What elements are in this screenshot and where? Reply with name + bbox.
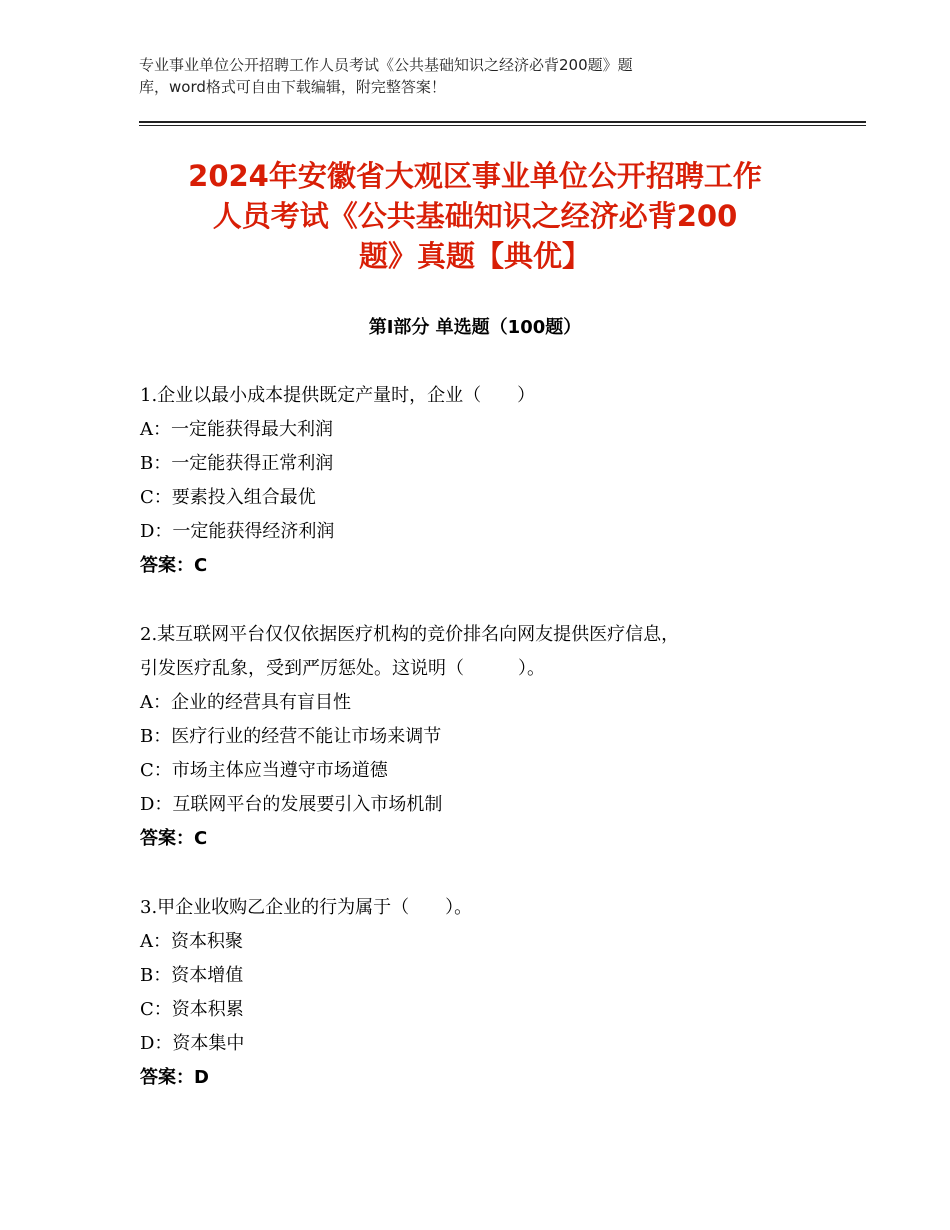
option-a: A：一定能获得最大利润	[140, 419, 333, 440]
header-line-1: 专业事业单位公开招聘工作人员考试《公共基础知识之经济必背200题》题	[139, 56, 633, 74]
question-3	[140, 891, 820, 1095]
document-title	[130, 156, 820, 276]
header-line-2: 库，word格式可自由下载编辑，附完整答案！	[139, 78, 446, 96]
question-stem: 1.企业以最小成本提供既定产量时，企业（ ）	[140, 385, 536, 406]
option-b: B：资本增值	[140, 965, 244, 986]
answer: 答案：C	[140, 828, 208, 849]
title-line-2: 人员考试《公共基础知识之经济必背200	[212, 199, 738, 233]
option-d: D：互联网平台的发展要引入市场机制	[140, 794, 443, 815]
title-line-3: 题》真题【典优】	[358, 239, 591, 273]
option-c: C：市场主体应当遵守市场道德	[140, 760, 388, 781]
question-2	[140, 618, 820, 856]
answer: 答案：C	[140, 555, 208, 576]
option-d: D：一定能获得经济利润	[140, 521, 335, 542]
question-stem-line-1: 2.某互联网平台仅仅依据医疗机构的竞价排名向网友提供医疗信息，	[140, 624, 680, 645]
question-stem: 3.甲企业收购乙企业的行为属于（ ）。	[140, 897, 473, 918]
header-rule-thin	[139, 125, 866, 126]
title-line-1: 2024年安徽省大观区事业单位公开招聘工作	[188, 159, 762, 193]
option-c: C：要素投入组合最优	[140, 487, 316, 508]
question-stem-line-2: 引发医疗乱象，受到严厉惩处。这说明（ ）。	[140, 658, 545, 679]
option-b: B：一定能获得正常利润	[140, 453, 334, 474]
option-a: A：企业的经营具有盲目性	[140, 692, 351, 713]
option-d: D：资本集中	[140, 1033, 245, 1054]
section-heading: 第Ⅰ部分 单选题（100题）	[368, 317, 582, 338]
page-header	[139, 54, 779, 98]
option-a: A：资本积聚	[140, 931, 243, 952]
option-b: B：医疗行业的经营不能让市场来调节	[140, 726, 442, 747]
question-1	[140, 379, 820, 583]
answer: 答案：D	[140, 1067, 209, 1088]
header-rule-thick	[139, 121, 866, 123]
option-c: C：资本积累	[140, 999, 244, 1020]
